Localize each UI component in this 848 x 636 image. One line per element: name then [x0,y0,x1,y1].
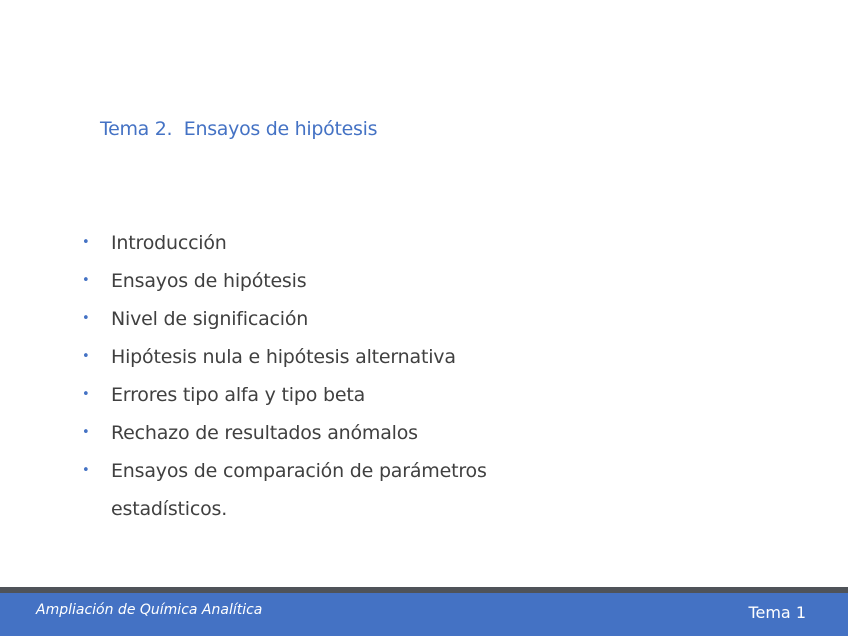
bullet-text: Nivel de significación [111,308,309,330]
bullet-item [82,224,602,262]
slide-title: Tema 2. Ensayos de hipótesis [100,118,378,140]
bullet-text: Errores tipo alfa y tipo beta [111,384,366,406]
bullet-text: Ensayos de comparación de parámetros estadísticos. [111,460,487,520]
bullet-dot-icon: • [82,273,90,288]
bullet-dot-icon: • [82,425,90,440]
footer-band [0,593,848,636]
bullet-item [82,414,602,452]
bullet-dot-icon: • [82,387,90,402]
bullet-text: Introducción [111,232,227,254]
bullet-dot-icon: • [82,235,90,250]
footer-course-name: Ampliación de Química Analítica [36,602,263,618]
bullet-dot-icon: • [82,463,90,478]
bullet-dot-icon: • [82,311,90,326]
bullet-list [82,224,602,528]
bullet-item [82,262,602,300]
bullet-item [82,300,602,338]
bullet-item [82,376,602,414]
bullet-text: Ensayos de hipótesis [111,270,307,292]
bullet-text: Rechazo de resultados anómalos [111,422,418,444]
bullet-item [82,452,602,528]
bullet-text: Hipótesis nula e hipótesis alternativa [111,346,456,368]
bullet-dot-icon: • [82,349,90,364]
bullet-item [82,338,602,376]
footer-topic-label: Tema 1 [748,603,806,622]
